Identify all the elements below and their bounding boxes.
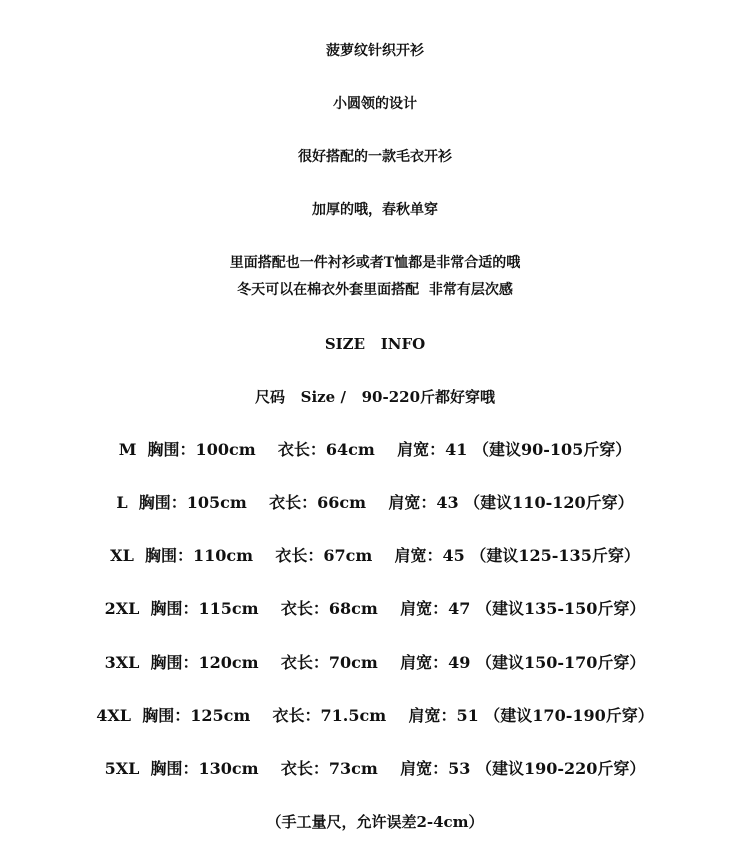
size-row: L 胸围：105cm 衣长：66cm 肩宽：43 （建议110-120斤穿） (116, 493, 634, 512)
description-line: 小圆领的设计 (333, 96, 417, 112)
description-line: 里面搭配也一件衬衫或者T恤都是非常合适的哦 (229, 255, 521, 271)
measurement-note: （手工量尺，允许误差2-4cm） (266, 813, 484, 831)
size-row: XL 胸围：110cm 衣长：67cm 肩宽：45 （建议125-135斤穿） (110, 546, 640, 565)
description-line: 加厚的哦，春秋单穿 (312, 202, 438, 218)
size-row: 5XL 胸围：130cm 衣长：73cm 肩宽：53 （建议190-220斤穿） (104, 759, 646, 778)
size-row: 4XL 胸围：125cm 衣长：71.5cm 肩宽：51 （建议170-190斤穿） (96, 706, 654, 725)
description-line: 冬天可以在棉衣外套里面搭配 非常有层次感 (237, 282, 513, 298)
size-row: 2XL 胸围：115cm 衣长：68cm 肩宽：47 （建议135-150斤穿） (104, 599, 646, 618)
product-title: 菠萝纹针织开衫 (326, 43, 424, 59)
size-row: 3XL 胸围：120cm 衣长：70cm 肩宽：49 （建议150-170斤穿） (104, 653, 646, 672)
size-row: M 胸围：100cm 衣长：64cm 肩宽：41 （建议90-105斤穿） (118, 440, 632, 459)
size-info-intro: 尺码 Size / 90-220斤都好穿哦 (254, 388, 496, 406)
description-line: 很好搭配的一款毛衣开衫 (298, 149, 452, 165)
size-info-heading: SIZE INFO (324, 335, 426, 353)
